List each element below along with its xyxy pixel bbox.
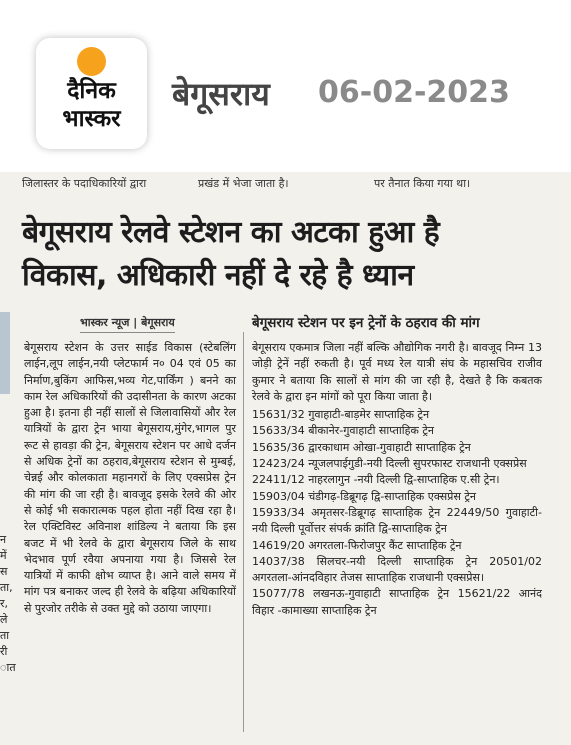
- previous-article-fragment-1: जिलास्तर के पदाधिकारियों द्वारा: [22, 177, 147, 190]
- edge-text-fragment: न में स ता, र, ले ता री ात: [0, 533, 16, 674]
- previous-article-fragment-2: प्रखंड में भेजा जाता है।: [198, 177, 289, 190]
- byline: भास्कर न्यूज | बेगूसराय: [80, 315, 175, 333]
- article-body-left: बेगूसराय स्टेशन के उत्तर साईड विकास (स्टेबलिंग लाईन,लूप लाईन,नयी प्लेटफार्म न० 04 एवं 05 का निर्माण,बुकिंग आफिस,भव्य गेट,पार्किंग ) बनने का काम रेल अधिकारियों की उदासीनता के कारण अटका हुआ है। इतना ही नहीं सालों से जिलावासियों और रेल यात्रियों के द्वारा ट्रेन भाया बेगूसराय,मुंगेर,भागल पुर रूट से हावड़ा की ट्रेन, बेगूसराय स्टेशन पर आधे दर्जन से अधिक ट्रेनों का ठहराव,बेगूसराय स्टेशन से मुम्बई, चेन्नई और कोलकाता महानगरों के लिए एक्सप्रेस ट्रेन की मांग की जा रही है। बावजूद इसके रेलवे की ओर से कोई भी सकारात्मक पहल होता नहीं दिख रहा है। रेल एक्टिविस्ट अविनाश शांडिल्य ने बताया कि इस बजट में भी रेलवे के द्वारा बेगूसराय जिले के साथ भेदभाव पूर्ण रवैया अपनाया गया है। जिससे रेल यात्रियों में काफी क्षोभ व्याप्त है। आने वाले समय में मांग पत्र बनाकर जल्द ही रेलवे के बढ़िया अधिकारियों से पुरजोर तरीके से उक्त मुद्दे को उठाया जाएगा।: [24, 341, 236, 615]
- train-item: 14037/38 सिलचर-नयी दिल्ली साप्ताहिक ट्रेन 20501/02 अगरतला-आंनदविहार तेजस साप्ताहिक राजधानी एक्सप्रेस।: [252, 554, 542, 585]
- subheadline: बेगूसराय स्टेशन पर इन ट्रेनों के ठहराव की मांग: [252, 315, 480, 331]
- logo-line2: भास्कर: [62, 106, 121, 132]
- headline-line2: विकास, अधिकारी नहीं दे रहे है ध्यान: [22, 258, 414, 293]
- article-body-right: [252, 340, 542, 619]
- column-divider: [243, 332, 244, 732]
- train-item: 15077/78 लखनऊ-गुवाहाटी साप्ताहिक ट्रेन 15621/22 आनंद विहार -कामाख्या साप्ताहिक ट्रेन: [252, 587, 542, 617]
- right-intro-paragraph: बेगूसराय एकमात्र जिला नहीं बल्कि औद्योगिक नगरी है। बावजूद निम्न 13 जोड़ी ट्रेनें नहीं रुकती है। पूर्व मध्य रेल यात्री संघ के महासचिव राजीव कुमार ने बताया कि सालों से मांग की जा रही है, देखते है कि कबतक रेलवे के द्वारा इन मांगों को पूरा किया जाता है।: [252, 341, 542, 403]
- page-header: [0, 0, 571, 170]
- train-item: 15633/34 बीकानेर-गुवाहाटी साप्ताहिक ट्रेन: [252, 424, 435, 438]
- previous-article-fragment-3: पर तैनात किया गया था।: [374, 177, 471, 190]
- train-item: 15903/04 चंडीगढ़-डिब्रूगढ़ द्वि-साप्ताहिक एक्सप्रेस ट्रेन: [252, 489, 477, 503]
- headline-line1: बेगूसराय रेलवे स्टेशन का अटका हुआ है: [22, 215, 440, 250]
- dainik-bhaskar-logo: [36, 38, 147, 149]
- train-item: 12423/24 न्यूजलपाईगुडी-नयी दिल्ली सुपरफास्ट राजधानी एक्सप्रेस: [252, 457, 527, 471]
- edge-photo-fragment: [0, 312, 10, 394]
- train-item: 15933/34 अमृतसर-डिब्रूगढ़ साप्ताहिक ट्रेन 22449/50 गुवाहाटी-नयी दिल्ली पूर्वोत्तर संपर्क क्रांति द्वि-साप्ताहिक ट्रेन: [252, 505, 542, 536]
- edition-date: 06-02-2023: [318, 75, 510, 110]
- edition-city: बेगूसराय: [172, 75, 270, 113]
- newspaper-clipping: [0, 172, 571, 745]
- train-item: 14619/20 अगरतला-फिरोजपुर कैंट साप्ताहिक ट्रेन: [252, 538, 462, 552]
- sun-icon: [77, 47, 106, 76]
- train-item: 22411/12 नाहरलागुन -नयी दिल्ली द्वि-साप्ताहिक ए.सी ट्रेन।: [252, 473, 500, 487]
- train-item: 15635/36 द्वारकाधाम ओखा-गुवाहाटी साप्ताहिक ट्रेन: [252, 440, 471, 454]
- train-item: 15631/32 गुवाहाटी-बाड़मेर साप्ताहिक ट्रेन: [252, 408, 430, 422]
- logo-line1: दैनिक: [67, 78, 116, 104]
